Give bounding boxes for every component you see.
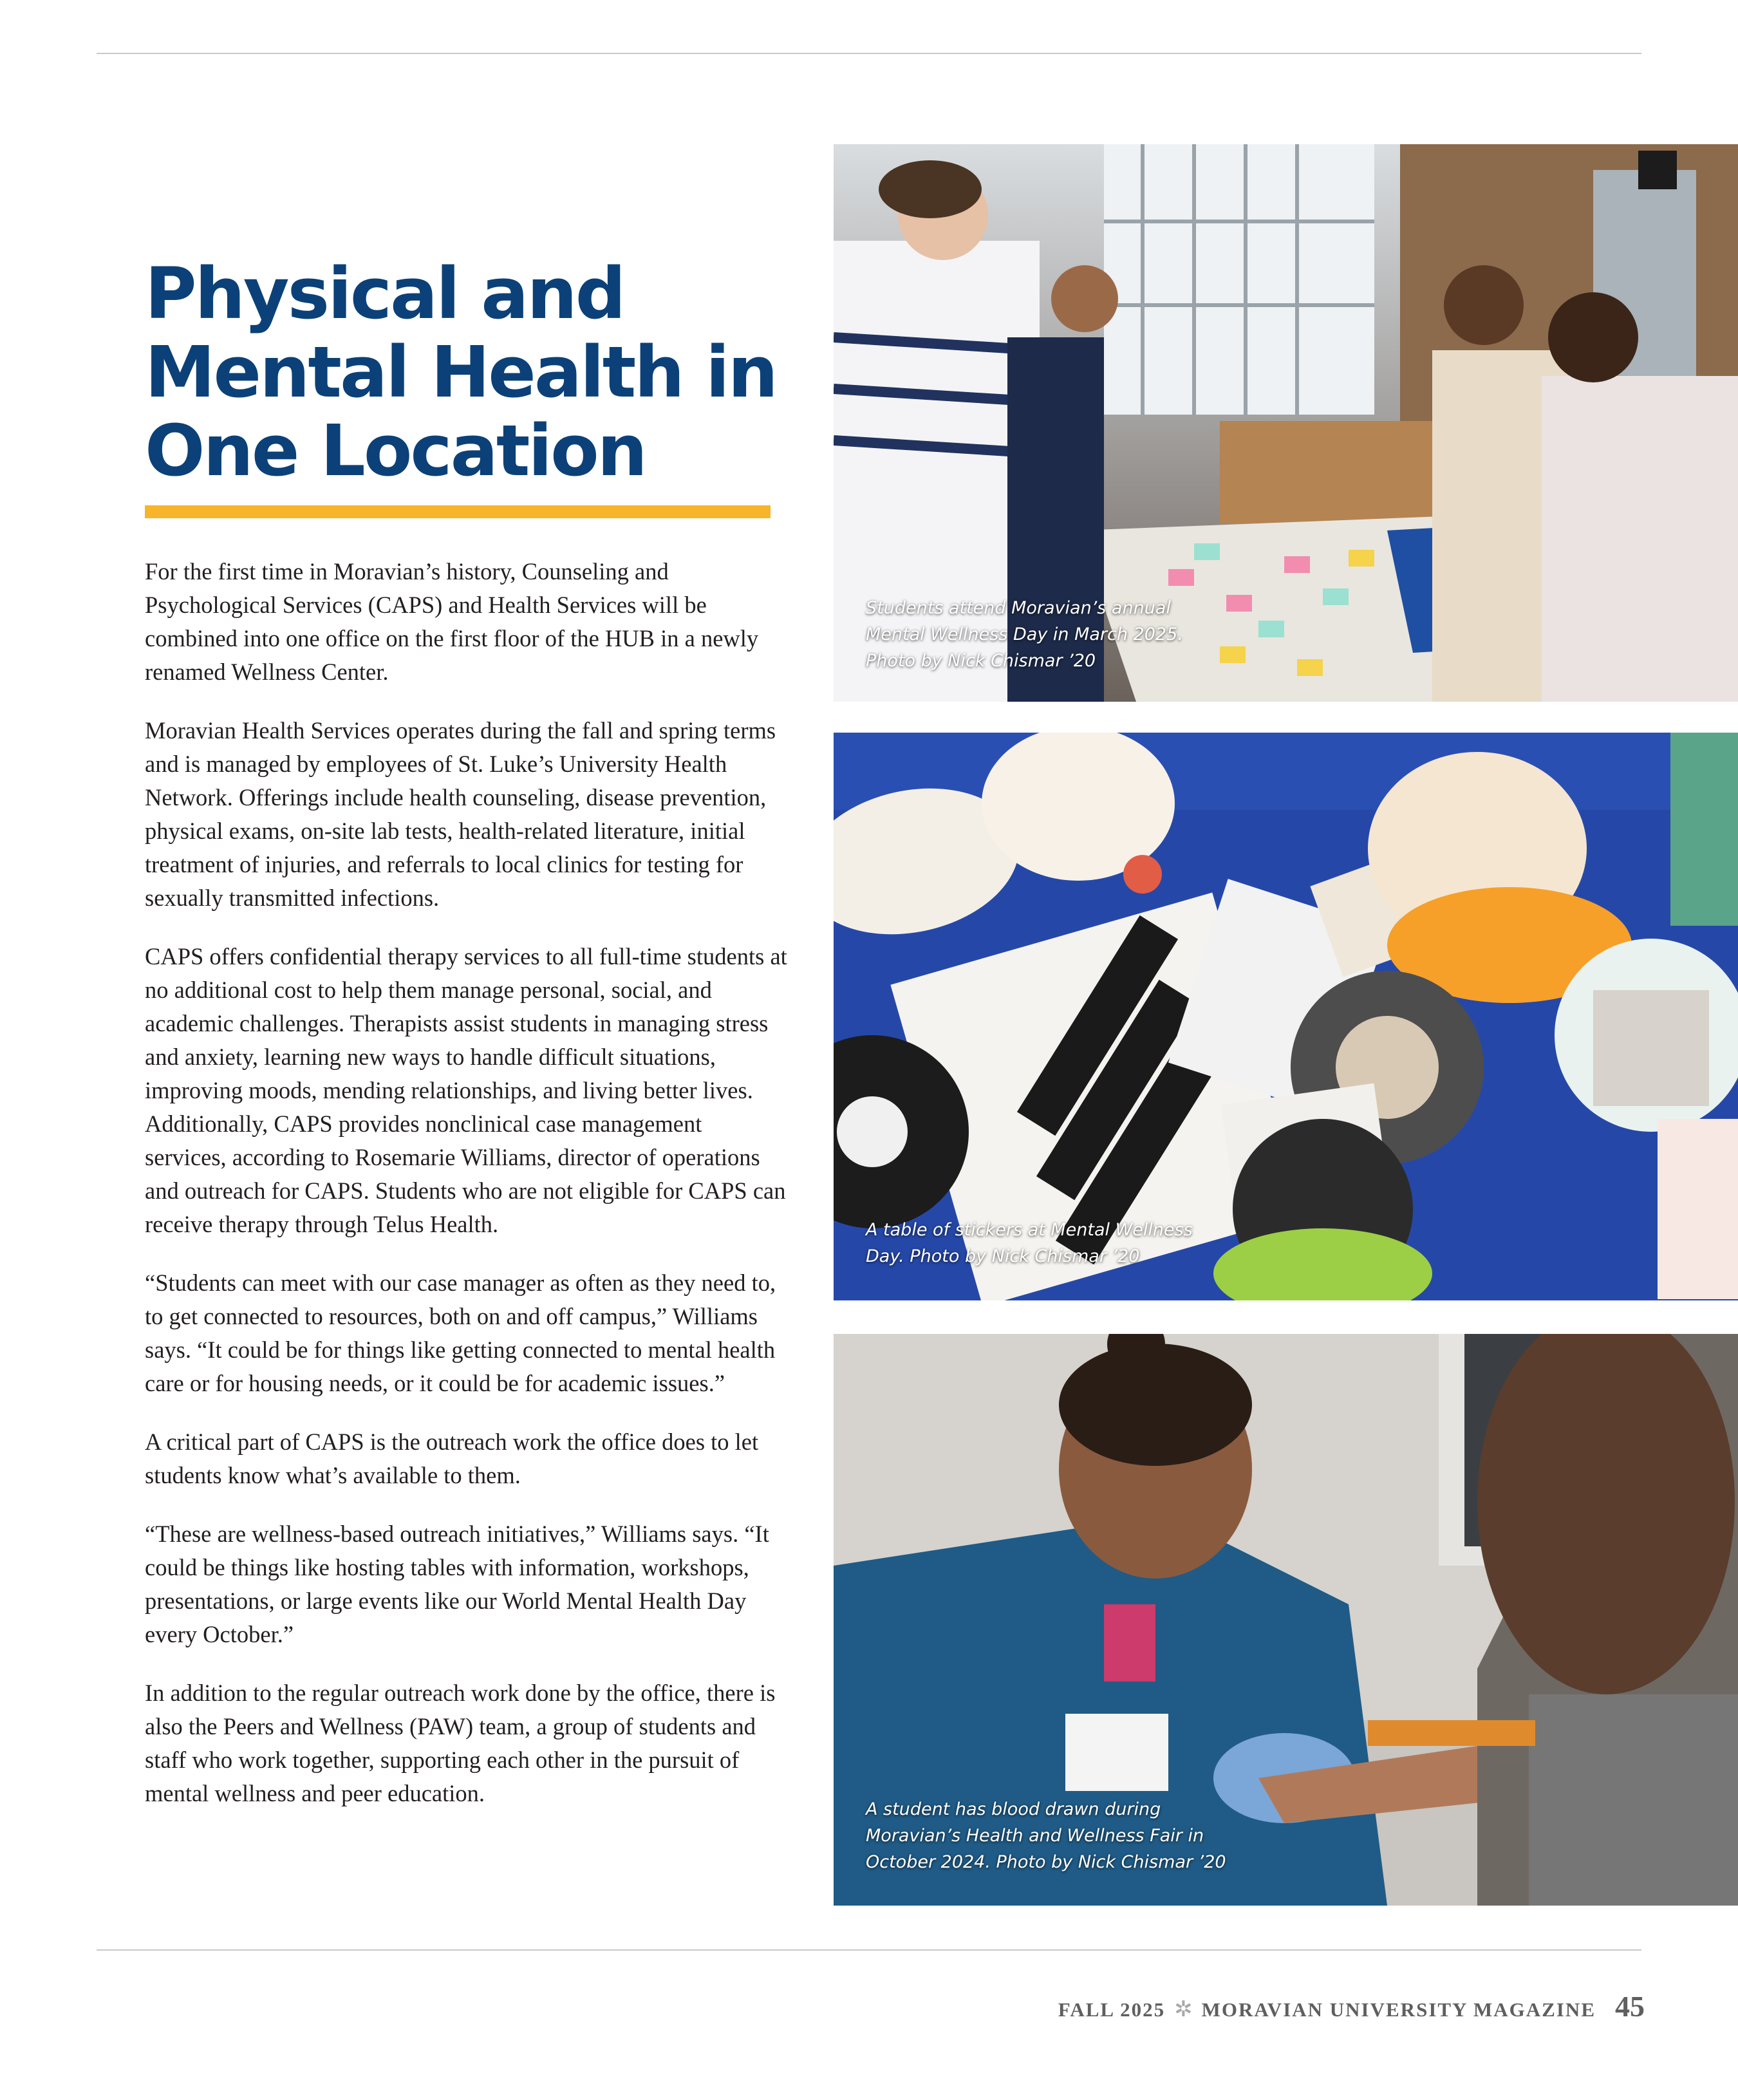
body-paragraph: A critical part of CAPS is the outreach work the office does to let students know what’s available to them.: [145, 1429, 759, 1488]
headline-line: Mental Health in: [145, 331, 776, 413]
article-headline: [145, 254, 789, 490]
star-icon: ✲: [1174, 1998, 1193, 2021]
article-body: [145, 555, 789, 1835]
photo-sticker-table: [834, 733, 1738, 1300]
photo-wellness-day-lobby: [834, 144, 1738, 702]
body-paragraph: “These are wellness-based outreach initiatives,” Williams says. “It could be things like hosting tables with information, workshops, presentations, or large events like our World Mental Health Day every October.”: [145, 1521, 769, 1647]
photo-blood-draw: [834, 1334, 1738, 1906]
body-paragraph: “Students can meet with our case manager as often as they need to, to get connected to resources, both on and off campus,” Williams says. “It could be for things like getting connected to mental health care or for housing needs, or it could be for academic issues.”: [145, 1270, 776, 1396]
body-paragraph: In addition to the regular outreach work done by the office, there is also the Peers and Wellness (PAW) team, a group of students and staff who work together, supporting each other in the pursuit of mental wellness and peer education.: [145, 1680, 776, 1806]
headline-line: Physical and: [145, 252, 624, 335]
footer-issue: FALL 2025: [1058, 1998, 1166, 2021]
page-footer: [1058, 1989, 1645, 2023]
photo-caption: Students attend Moravian’s annual Mental Wellness Day in March 2025. Photo by Nick Chismar ’20: [866, 598, 1183, 671]
body-paragraph: For the first time in Moravian’s history, Counseling and Psychological Services (CAPS) and Health Services will be combined into one office on the first floor of the HUB in a newly renamed Wellness Center.: [145, 558, 759, 685]
footer-magazine-title: MORAVIAN UNIVERSITY MAGAZINE: [1201, 1998, 1596, 2021]
top-divider: [97, 53, 1641, 54]
bottom-divider: [97, 1949, 1641, 1951]
headline-line: One Location: [145, 409, 646, 492]
page-number: 45: [1615, 1990, 1645, 2023]
headline-accent-bar: [145, 505, 771, 518]
body-paragraph: Moravian Health Services operates during the fall and spring terms and is managed by employees of St. Luke’s University Health Network. Offerings include health counseling, disease prevention, physical exams, on-site lab tests, health-related literature, initial treatment of injuries, and referrals to local clinics for testing for sexually transmitted infections.: [145, 717, 776, 911]
photo-caption: A student has blood drawn during Moravian’s Health and Wellness Fair in October 2024. Photo by Nick Chismar ’20: [866, 1799, 1226, 1872]
photo-caption: A table of stickers at Mental Wellness Day. Photo by Nick Chismar ’20: [866, 1220, 1193, 1266]
body-paragraph: CAPS offers confidential therapy services to all full-time students at no additional cost to help them manage personal, social, and academic challenges. Therapists assist students in managing stress and anxiety, learning new ways to handle difficult situations, improving moods, mending relationships, and living better lives. Additionally, CAPS provides nonclinical case management services, according to Rosemarie Williams, director of operations and outreach for CAPS. Students who are not eligible for CAPS can receive therapy through Telus Health.: [145, 943, 787, 1237]
sticker-photo-illustration: [834, 733, 1738, 1300]
